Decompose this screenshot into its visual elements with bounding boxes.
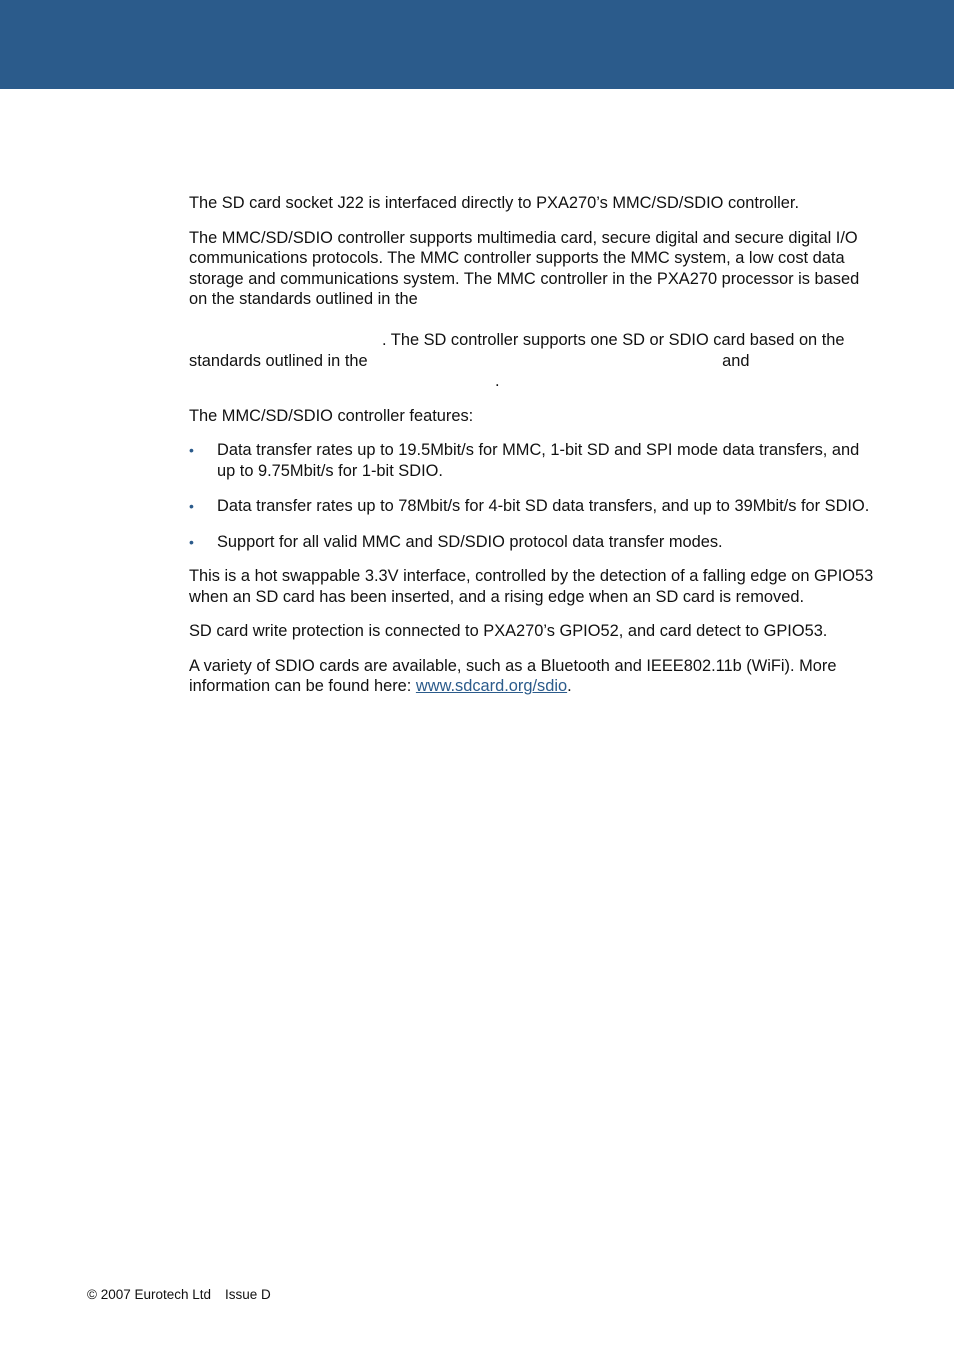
list-item-text: Support for all valid MMC and SD/SDIO protocol data transfer modes. bbox=[217, 532, 723, 551]
list-item-text: Data transfer rates up to 78Mbit/s for 4-bit SD data transfers, and up to 39Mbit/s for SDIO. bbox=[217, 497, 870, 515]
list-item bbox=[189, 532, 874, 553]
footer-issue: Issue D bbox=[225, 1287, 271, 1302]
document-body bbox=[189, 193, 874, 711]
feature-list bbox=[189, 440, 874, 552]
paragraph-sdio-cards bbox=[189, 656, 874, 697]
controller-text-end: . bbox=[495, 372, 500, 390]
page-footer bbox=[87, 1287, 285, 1302]
paragraph-controller-description bbox=[189, 228, 874, 392]
header-band bbox=[0, 0, 954, 89]
controller-text-1: The MMC/SD/SDIO controller supports multimedia card, secure digital and secure digital I/O communications protocols. The MMC controller supports the MMC system, a low cost data storage and communications system. The MMC controller in the PXA270 processor is based on the standards outlined in the bbox=[189, 228, 860, 308]
list-item-text: Data transfer rates up to 19.5Mbit/s for MMC, 1-bit SD and SPI mode data transfers, and up to 9.75Mbit/s for 1-bit SDIO. bbox=[217, 441, 860, 480]
paragraph-sd-socket: The SD card socket J22 is interfaced directly to PXA270’s MMC/SD/SDIO controller. bbox=[189, 194, 800, 212]
bullet-icon: • bbox=[189, 498, 194, 514]
bullet-icon: • bbox=[189, 533, 194, 550]
paragraph-hot-swap: This is a hot swappable 3.3V interface, controlled by the detection of a falling edge on GPIO53 when an SD card has been inserted, and a rising edge when an SD card is removed. bbox=[189, 567, 874, 606]
paragraph-write-protection: SD card write protection is connected to PXA270’s GPIO52, and card detect to GPIO53. bbox=[189, 622, 828, 640]
controller-text-and: and bbox=[722, 351, 750, 370]
paragraph-features-intro: The MMC/SD/SDIO controller features: bbox=[189, 406, 474, 425]
sdio-text: A variety of SDIO cards are available, such as a Bluetooth and IEEE802.11b (WiFi). More information can be found here: bbox=[189, 656, 837, 695]
controller-text-2: . The SD controller supports one SD or SDIO card based on the standards outlined in the bbox=[189, 331, 845, 370]
list-item bbox=[189, 440, 874, 481]
sdcard-link[interactable]: www.sdcard.org/sdio bbox=[415, 677, 568, 695]
footer-copyright: © 2007 Eurotech Ltd bbox=[87, 1287, 212, 1302]
bullet-icon: • bbox=[189, 442, 194, 458]
sdio-text-end: . bbox=[567, 677, 572, 695]
list-item bbox=[189, 496, 874, 517]
blank-reference-line bbox=[189, 310, 874, 331]
